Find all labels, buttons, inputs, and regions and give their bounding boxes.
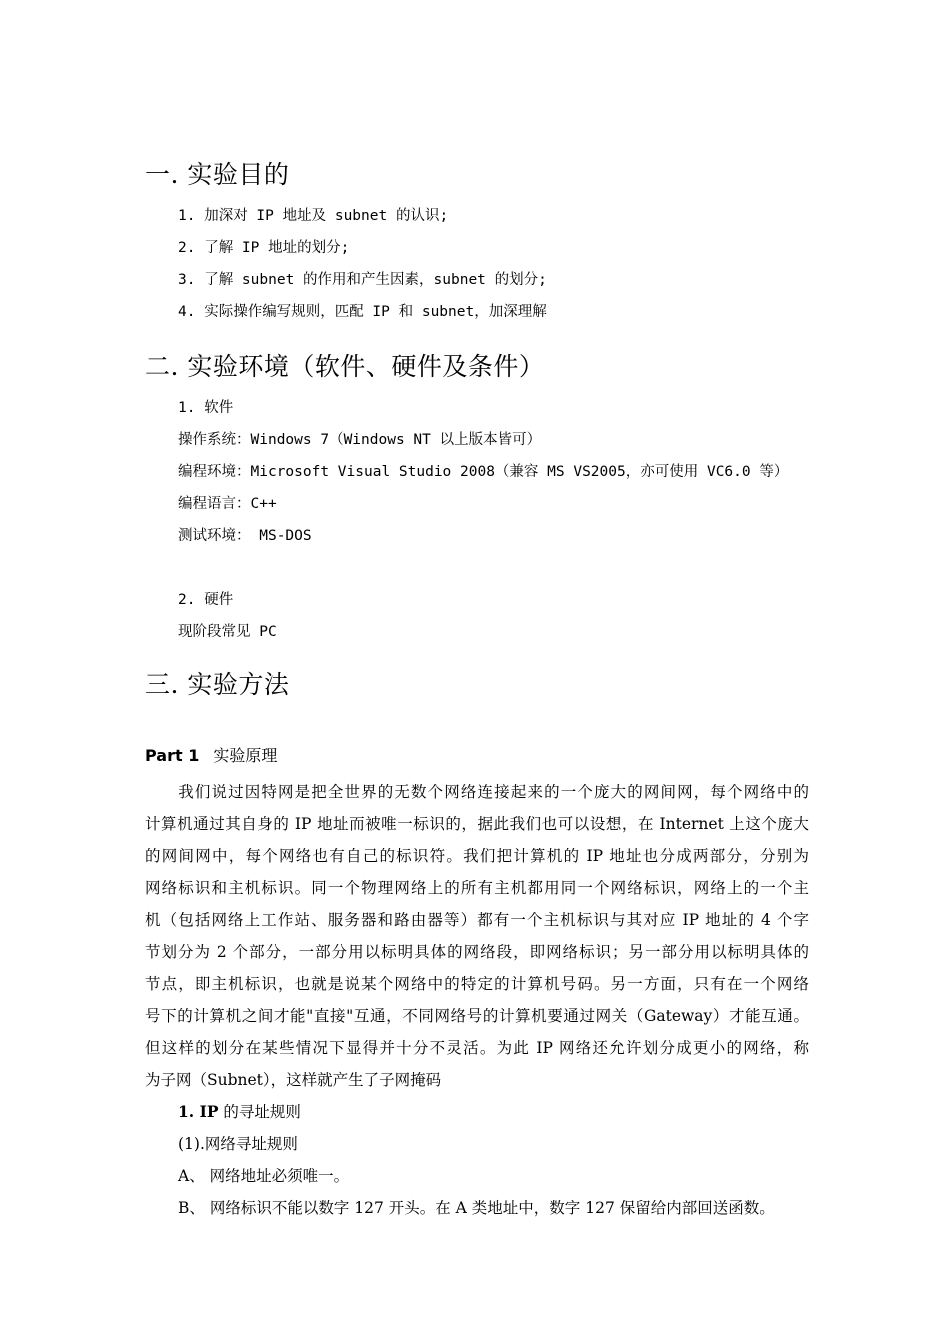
software-title: 1. 软件 (178, 400, 234, 416)
objective-item: 1. 加深对 IP 地址及 subnet 的认识; (178, 208, 449, 224)
objective-item: 2. 了解 IP 地址的划分; (178, 240, 350, 256)
paragraph-line: 网络标识和主机标识。同一个物理网络上的所有主机都用同一个网络标识，网络上的一个主 (145, 879, 809, 897)
part-heading (145, 746, 277, 766)
rule-number: 1. IP (178, 1102, 219, 1121)
paragraph-line: 但这样的划分在某些情况下显得并十分不灵活。为此 IP 网络还允许划分成更小的网络，称 (145, 1039, 809, 1057)
hardware-line: 现阶段常见 PC (178, 624, 277, 640)
language-line: 编程语言：C++ (178, 496, 277, 512)
paragraph-line: 我们说过因特网是把全世界的无数个网络连接起来的一个庞大的网间网，每个网络中的 (145, 783, 809, 801)
rule-heading (178, 1102, 842, 1122)
paragraph-line: 为子网（Subnet），这样就产生了子网掩码 (145, 1071, 442, 1089)
objective-item: 3. 了解 subnet 的作用和产生因素，subnet 的划分; (178, 272, 547, 288)
rule-title: 的寻址规则 (218, 1103, 301, 1121)
ide-line: 编程环境：Microsoft Visual Studio 2008（兼容 MS VS2005，亦可使用 VC6.0 等） (178, 464, 789, 480)
os-line: 操作系统：Windows 7（Windows NT 以上版本皆可） (178, 432, 542, 448)
section-heading-method: 三. 实验方法 (145, 670, 290, 699)
part-label: Part 1 (145, 746, 200, 765)
rule-b: B、 网络标识不能以数字 127 开头。在 A 类地址中，数字 127 保留给内部回送函数。 (178, 1199, 775, 1217)
paragraph-line: 号下的计算机之间才能"直接"互通，不同网络号的计算机要通过网关（Gateway）才能互通。 (145, 1007, 809, 1025)
rule-subtitle: (1).网络寻址规则 (178, 1135, 298, 1153)
section-heading-objectives: 一. 实验目的 (145, 160, 290, 189)
test-env-line: 测试环境： MS-DOS (178, 528, 312, 544)
paragraph-line: 节划分为 2 个部分，一部分用以标明具体的网络段，即网络标识；另一部分用以标明具体的 (145, 943, 809, 961)
paragraph-line: 节点，即主机标识，也就是说某个网络中的特定的计算机号码。另一方面，只有在一个网络 (145, 975, 809, 993)
paragraph-line: 机（包括网络上工作站、服务器和路由器等）都有一个主机标识与其对应 IP 地址的 4 个字 (145, 911, 809, 929)
hardware-title: 2. 硬件 (178, 592, 234, 608)
part-title: 实验原理 (213, 746, 278, 765)
rule-a: A、 网络地址必须唯一。 (178, 1167, 350, 1185)
objective-item: 4. 实际操作编写规则，匹配 IP 和 subnet，加深理解 (178, 304, 547, 320)
paragraph-line: 计算机通过其自身的 IP 地址而被唯一标识的，据此我们也可以设想，在 Internet 上这个庞大 (145, 815, 809, 833)
section-heading-environment: 二. 实验环境（软件、硬件及条件） (145, 352, 545, 381)
paragraph-line: 的网间网中，每个网络也有自己的标识符。我们把计算机的 IP 地址也分成两部分，分别为 (145, 847, 809, 865)
